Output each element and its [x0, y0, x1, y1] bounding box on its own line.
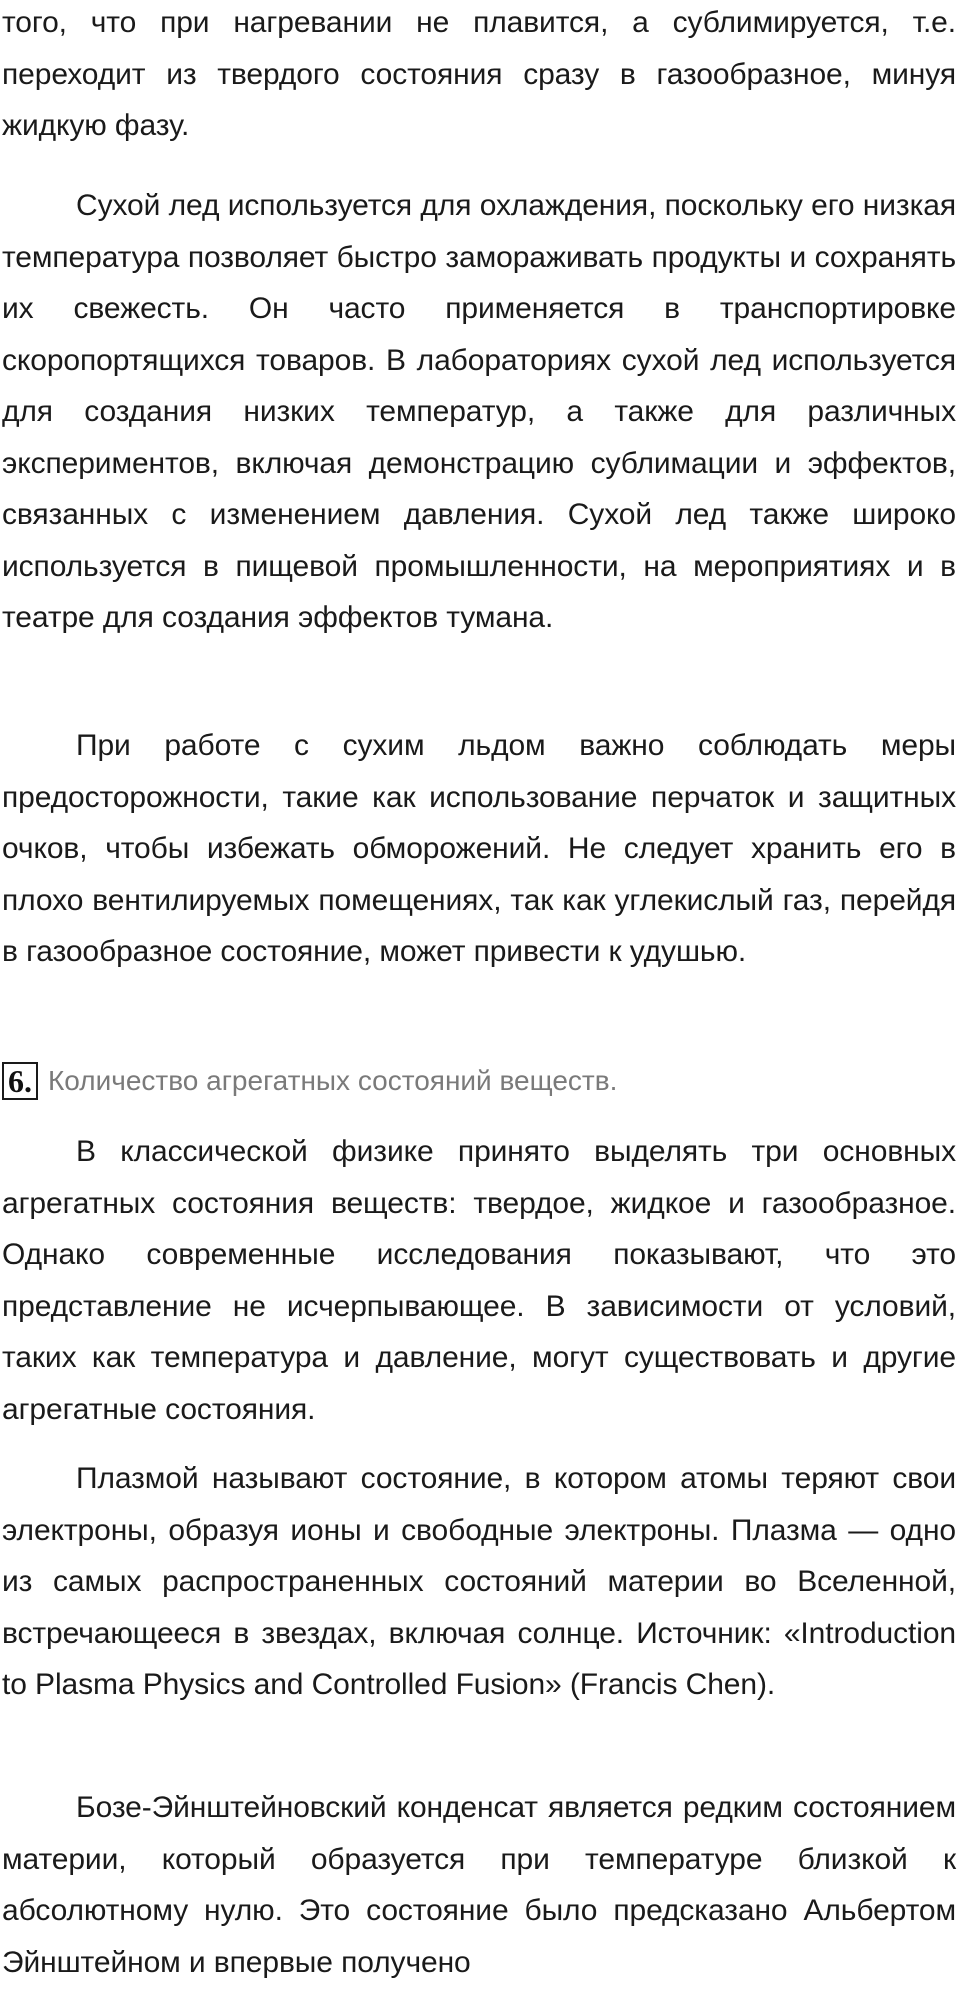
paragraph-bose-einstein: Бозе-Эйнштейновский конденсат является редким состоянием материи, который образуется при температуре близкой к абсолютному нулю. Это состояние было предсказано Альбертом Эйнштейном и впервые получено — [2, 1791, 956, 1979]
paragraph-sublimation-continued: того, что при нагревании не плавится, а сублимируется, т.е. переходит из твердого состояния сразу в газообразное, минуя жидкую фазу. — [2, 6, 956, 142]
section-heading — [2, 1059, 617, 1103]
paragraph-dry-ice-uses: Сухой лед используется для охлаждения, поскольку его низкая температура позволяет быстро замораживать продукты и сохранять их свежесть. Он часто применяется в транспортировке скоропортящихся товаров. В лабораториях сухой лед используется для создания низких температур, а также для различных экспериментов, включая демонстрацию сублимации и эффектов, связанных с изменением давления. Сухой лед также широко используется в пищевой промышленности, на мероприятиях и в театре для создания эффектов тумана. — [2, 189, 956, 634]
section-number-badge: 6. — [2, 1062, 38, 1100]
paragraph-dry-ice-safety: При работе с сухим льдом важно соблюдать меры предосторожности, такие как использование перчаток и защитных очков, чтобы избежать обморожений. Не следует хранить его в плохо вентилируемых помещениях, так как углекислый газ, перейдя в газообразное состояние, может привести к удушью. — [2, 729, 956, 968]
paragraph-classical-states: В классической физике принято выделять три основных агрегатных состояния веществ: твердое, жидкое и газообразное. Однако современные исследования показывают, что это представление не исчерпывающее. В зависимости от условий, таких как температура и давление, могут существовать и другие агрегатные состояния. — [2, 1135, 956, 1426]
section-title: Количество агрегатных состояний веществ. — [48, 1065, 618, 1096]
paragraph-plasma: Плазмой называют состояние, в котором атомы теряют свои электроны, образуя ионы и свободные электроны. Плазма — одно из самых распространенных состояний материи во Вселенной, встречающееся в звездах, включая солнце. Источник: «Introduction to Plasma Physics and Controlled Fusion» (Francis Chen). — [2, 1462, 956, 1701]
